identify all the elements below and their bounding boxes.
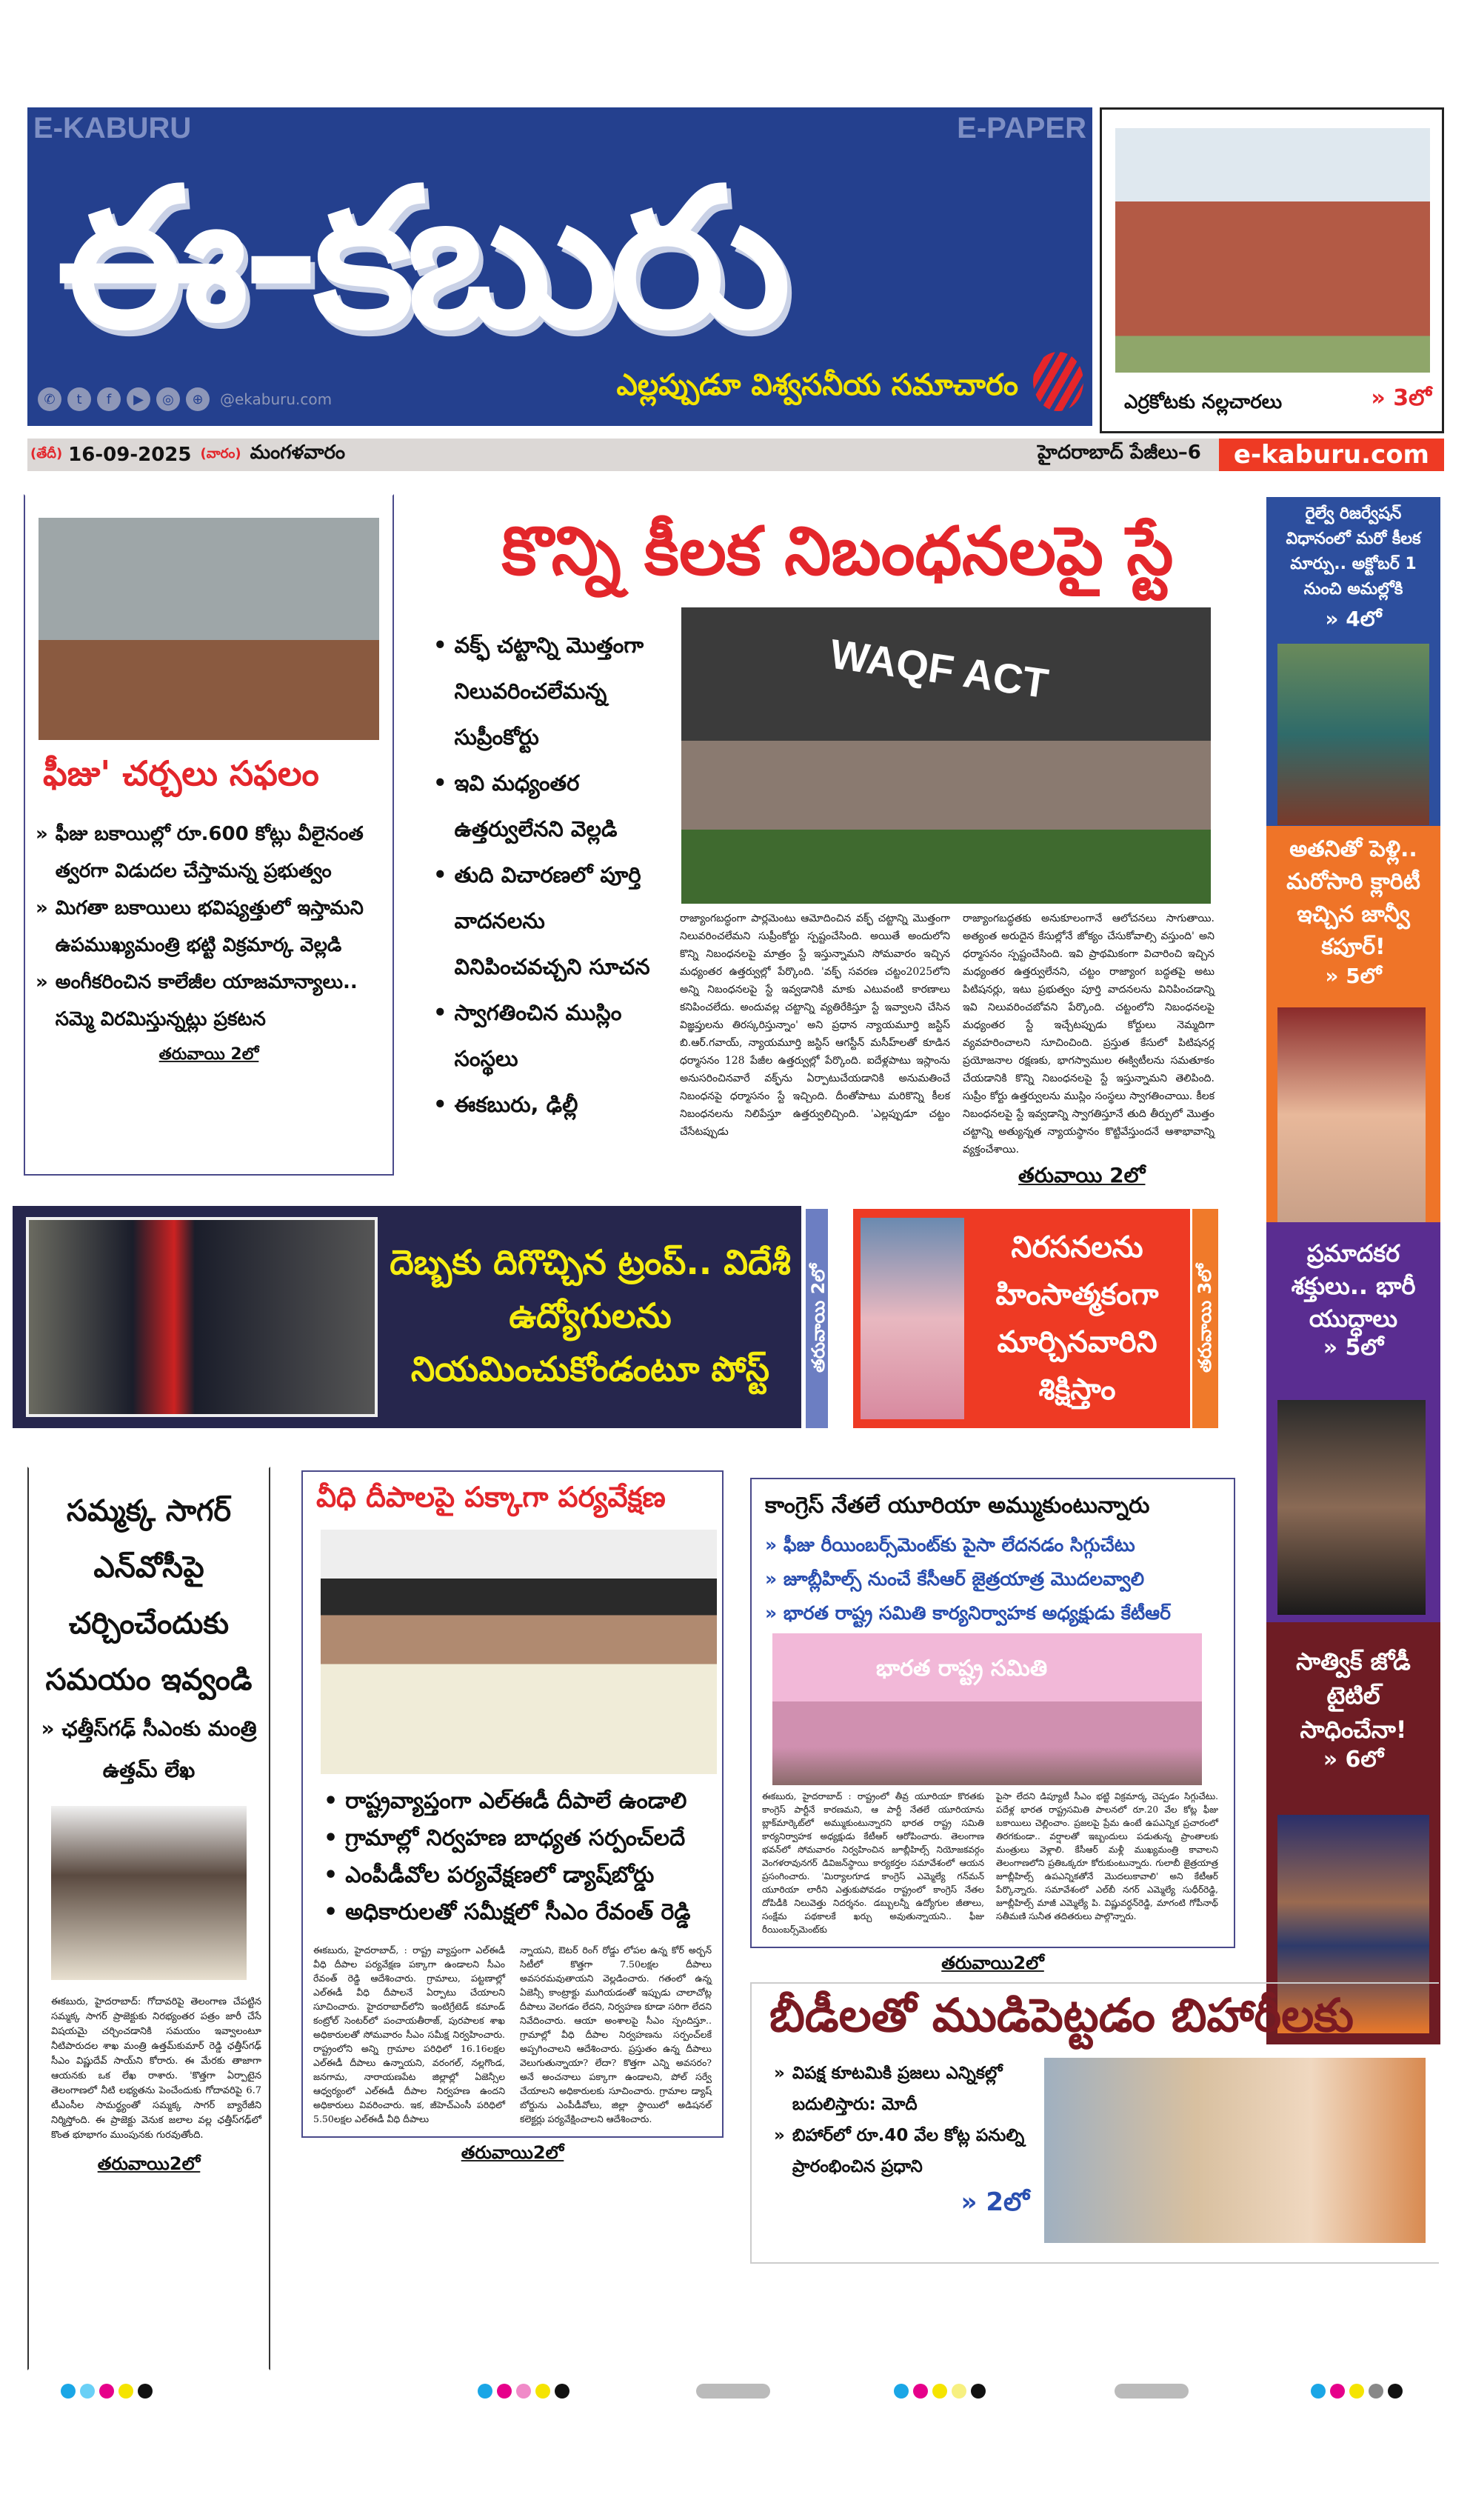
red-fort-photo: [1115, 128, 1430, 373]
waqf-headline: కొన్ని కీలక నిబంధనలపై స్టే: [501, 513, 1174, 590]
revanth-photo: [321, 1530, 717, 1774]
list-item: • రాష్ట్రవ్యాప్తంగా ఎల్ఈడీ దీపాలే ఉండాలి: [324, 1788, 687, 1814]
urea-sub: » భారత రాష్ట్ర సమితి కార్యనిర్వాహక అధ్యక్షుడు కేటీఆర్: [765, 1602, 1171, 1624]
streetlight-headline: వీధి దీపాలపై పక్కాగా పర్యవేక్షణ: [316, 1481, 666, 1513]
date-label: (తేదీ): [30, 445, 63, 461]
continued-link[interactable]: తరువాయి2లో: [941, 1953, 1044, 1973]
list-item: » బిహార్‌లో రూ.40 వేల కోట్ల పనుల్ని ప్రారంభించిన ప్రధాని: [774, 2126, 1025, 2176]
globe-logo-icon: [1033, 352, 1083, 411]
urea-body-col2: పైసా లేదని డిప్యూటీ సీఎం భట్టి విక్రమార్క చెప్పడం సిగ్గుచేటు. పదేళ్ల భారత రాష్ట్రసమితి పాలనలో రూ.20 వేల కోట్ల ఫీజు బకాయిలు చెల్లించాం. ప్రజలపై ప్రేమ ఉంటే ఉపఎన్నిక ప్రచారంలో తిరగకుండా.. వర్షాలతో ఇబ్బందులు పడుతున్న ప్రాంతాలకు మంత్రులు వెళ్లాలి. కేసీఆర్ మళ్లీ ముఖ్యమంత్రి కావాలని తెలంగాణలోని ప్రతిఒక్కరూ కోరుకుంటున్నారు. గులాబీ జైత్రయాత్ర జూబ్లీహిల్స్ ఉపఎన్నికతోనే మొదలుకావాలి' అని కేటీఆర్ పేర్కొన్నారు. సమావేశంలో ఎల్‌బీ నగర్ ఎమ్మెల్యే సుధీర్‌రెడ్డి, జూబ్లీహిల్స్ మాజీ ఎమ్మెల్యే పి. విష్ణువర్ధన్‌రెడ్డి, మాగంటి గోపీనాథ్ సతీమణి సునీత తదితరులు పాల్గొన్నారు.: [996, 1791, 1218, 1921]
list-item: » అంగీకరించిన కాలేజీల యాజమాన్యాలు.. సమ్మె విరమిస్తున్నట్లు ప్రకటన: [36, 971, 358, 1030]
waqf-bullets: [433, 622, 678, 1127]
continued-link[interactable]: తరువాయి2లో: [461, 2142, 564, 2163]
twitter-icon[interactable]: t: [67, 387, 91, 411]
social-links: [38, 387, 332, 411]
web-icon[interactable]: ⊕: [186, 387, 210, 411]
list-item: • అధికారులతో సమీక్షలో సీఎం రేవంత్ రెడ్డి: [324, 1899, 691, 1925]
protest-banner[interactable]: [853, 1209, 1190, 1428]
ktr-meeting-photo: [772, 1633, 1202, 1785]
date: 16-09-2025: [68, 444, 192, 466]
whatsapp-icon[interactable]: ✆: [38, 387, 61, 411]
sammakka-story: [27, 1467, 270, 2370]
right-lower-column: [750, 1478, 1439, 2264]
sammakka-sub: » ఛత్తీస్‌గఢ్ సీఎంకు మంత్రి ఉత్తమ్ లేఖ: [41, 1716, 257, 1782]
top-teaser[interactable]: [1100, 107, 1444, 433]
continued-link[interactable]: తరువాయి2లో: [97, 2153, 201, 2174]
city-page: హైదరాబాద్ పేజీలు–6: [1038, 441, 1201, 464]
waqf-photo: [681, 607, 1211, 904]
waqf-body-col2: రాజ్యాంగబద్ధతకు అనుకూలంగానే ఆలోచనలు సాగుతాయి. అత్యంత అరుదైన కేసుల్లోనే జోక్యం చేసుకోవాల్సి వస్తుంది' అని ధర్మాసనం స్పష్టంచేసింది. ఇవి ప్రాథమికంగా విచారించి ఇచ్చిన మధ్యంతర ఉత్తర్వులేనని, చట్టం రాజ్యాంగ బద్ధతపై అటు పిటిషనర్లు, ఇటు ప్రభుత్వం పూర్తి వాదనలను వినిపించడాన్ని ఇవి నిలువరించబోవని పేర్కొంది. చట్టంలోని నిబంధనలపై మధ్యంతర స్టే ఇచ్చేటప్పుడు కోర్టులు నెమ్మదిగా వ్యవహరించాలని సూచించింది. ప్రస్తుత కేసులో పిటిషనర్ల ప్రయోజనాల రక్షణకు, భాగస్వాముల ఈక్విటీలను సమతూకం చేయడానికి కొన్ని నిబంధనలపై స్టే ఇస్తున్నామని తెలిపింది. సుప్రీం కోర్టు ఉత్తర్వులను ముస్లిం సంస్థలు స్వాగతించాయి. కీలక నిబంధనలపై స్టే ఇవ్వడాన్ని స్వాగతిస్తూనే తుది తీర్పులో మొత్తం చట్టాన్ని అత్యున్నత న్యాయస్థానం కొట్టివేస్తుందనే ఆశాభావాన్ని వ్యక్తంచేశాయి.: [963, 913, 1215, 1156]
teaser-title: ఎర్రకోటకు నల్లచారలు: [1124, 391, 1283, 413]
site-link[interactable]: e-kaburu.com: [1219, 439, 1444, 471]
continued-link[interactable]: తరువాయి 2లో: [806, 1209, 828, 1428]
list-item: • వక్ఫ్ చట్టాన్ని మొత్తంగా నిలువరించలేమన్న సుప్రీంకోర్టు: [433, 633, 644, 750]
tagline: ఎల్లప్పుడూ విశ్వసనీయ సమాచారం: [616, 368, 1018, 402]
streetlight-column: [301, 1470, 724, 2167]
list-item: • తుది విచారణలో పూర్తి వాదనలను వినిపించవచ్చని సూచన: [433, 862, 650, 979]
day-label: (వారం): [200, 445, 241, 461]
protest-photo: [861, 1218, 964, 1419]
fee-story: [24, 494, 394, 1176]
continued-link[interactable]: తరువాయి 2లో: [1018, 1163, 1146, 1187]
list-item: • ఎంపీడీవోల పర్యవేక్షణలో డ్యాష్‌బోర్డు: [324, 1862, 655, 1888]
uttam-photo: [51, 1806, 247, 1980]
urea-story: [750, 1478, 1235, 1948]
youtube-icon[interactable]: ▶: [127, 387, 150, 411]
list-item: » మిగతా బకాయిలు భవిష్యత్తులో ఇస్తామని ఉపముఖ్యమంత్రి భట్టి విక్రమార్క వెల్లడి: [36, 897, 364, 956]
janhvi-photo: [1277, 1007, 1426, 1222]
trump-banner[interactable]: [13, 1206, 801, 1428]
date-bar: [27, 439, 1444, 471]
waqf-body: [680, 910, 1215, 1188]
teaser-page-ref[interactable]: » 3లో: [1371, 385, 1431, 411]
sidebar-item-railway[interactable]: రైల్వే రిజర్వేషన్ విధానంలో మరో కీలక మార్పు.. అక్టోబర్ 1 నుంచి అమల్లోకి » 4లో: [1266, 497, 1440, 830]
trump-headline: దెబ్బకు దిగొచ్చిన ట్రంప్.. విదేశీ ఉద్యోగులను నియమించుకోండంటూ పోస్ట్: [390, 1242, 791, 1389]
bidi-page-ref[interactable]: » 2లో: [960, 2187, 1029, 2217]
photo-banner-text: భారత రాష్ట్ర సమితి: [876, 1656, 1048, 1681]
instagram-icon[interactable]: ◎: [156, 387, 180, 411]
continued-link[interactable]: తరువాయి 2లో: [158, 1045, 259, 1064]
registration-bar: [1115, 2384, 1189, 2399]
bidi-story: [750, 1982, 1439, 2264]
sammakka-body: ఈకబురు, హైదరాబాద్: గోదావరిపై తెలంగాణ చేపట్టిన సమ్మక్క సాగర్ ప్రాజెక్టుకు నిరభ్యంతర పత్రం జారీ చేసే విషయమై చర్చించడానికి సమయం ఇవ్వాలంటూ నీటిపారుదల శాఖ మంత్రి ఉత్తమ్‌కుమార్ రెడ్డి ఛత్తీస్‌గఢ్ సీఎం విష్ణుదేవ్ సాయ్‌ని కోరారు. ఈ మేరకు తాజాగా ఆయనకు ఒక లేఖ రాశారు. 'కొత్తగా ఏర్పాటైన తెలంగాణలో నీటి లభ్యతను పెంచేందుకు గోదావరిపై 6.7 టీఎంసీల సామర్థ్యంతో సమ్మక్క సాగర్ బ్యారేజీని నిర్మిస్తోంది. ఈ ప్రాజెక్టు వెనుక జలాల వల్ల ఛత్తీస్‌గఢ్‌లో కొంత భూభాగం ముంపునకు గురవుతోంది.: [51, 1996, 261, 2141]
urea-sub: » జూబ్లీహిల్స్ నుంచే కేసీఆర్ జైత్రయాత్ర మొదలవ్వాలి: [765, 1568, 1145, 1590]
list-item: • ఇవి మధ్యంతర ఉత్తర్వులేనని వెల్లడి: [433, 770, 618, 841]
urea-headline: కాంగ్రెస్ నేతలే యూరియా అమ్ముకుంటున్నారు: [765, 1493, 1150, 1519]
bidi-headline: బీడీలతో ముడిపెట్టడం బిహారీలకు: [769, 1988, 1354, 2042]
sidebar-item-satwik[interactable]: సాత్విక్ జోడీ టైటిల్ సాధించేనా! » 6లో: [1266, 1622, 1440, 2044]
logo: ఈ-కబురు: [57, 147, 784, 371]
streetlight-body-col1: ఈకబురు, హైదరాబాద్, : రాష్ట్ర వ్యాప్తంగా ఎల్ఈడీ వీధి దీపాల పర్యవేక్షణ పక్కాగా ఉండాలని సీఎం రేవంత్ రెడ్డి ఆదేశించారు. గ్రామాలు, పట్టణాల్లో ఎల్ఈడీ వీధి దీపాలనే ఏర్పాటు చేయాలని సూచించారు. హైదరాబాద్‌లోని ఇంటిగ్రేటెడ్ కమాండ్ కంట్రోల్ సెంటర్‌లో పంచాయతీరాజ్, పురపాలక శాఖ అధికారులతో సోమవారం సీఎం సమీక్ష నిర్వహించారు. రాష్ట్రంలోని అన్ని గ్రామాల పరిధిలో 16.16లక్షల ఎల్ఈడీ దీపాలు ఉన్నాయని, వరంగల్, నల్లగొండ, జనగామ, నారాయణపేట జిల్లాల్లో ఏజెన్సీల ఆధ్వర్యంలో ఎల్ఈడీ దీపాల నిర్వహణ ఉందని అధికారులు వివరించారు. ఇక, జీహెచ్ఎంసీ పరిధిలో 5.50లక్షల ఎల్ఈడీ వీధి దీపాలు: [313, 1944, 505, 2124]
streetlight-body-col2: న్నాయని, ఔటర్ రింగ్ రోడ్డు లోపల ఉన్న కోర్ అర్బన్ సిటీలో కొత్తగా 7.50లక్షల దీపాలు అవసరమవుతాయని వెల్లడించారు. గతంలో ఉన్న ఏజెన్సీ కాంట్రాక్టు ముగియడంతో ఇప్పుడు చాలాచోట్ల దీపాలు వెలగడం లేదని, నిర్వహణ కూడా సరిగా లేదని నివేదించారు. ఆయా అంశాలపై సీఎం స్పందిస్తూ.. గ్రామాల్లో వీధి దీపాల నిర్వహణను సర్పంచ్‌లకే అప్పగించాలని ఆదేశించారు. ప్రస్తుతం ఉన్న దీపాలు వెలుగుతున్నాయా? లేదా? కొత్తగా ఎన్ని అవసరం? అనే అంచనాలు పక్కాగా ఉండాలని, పోల్ సర్వే చేయాలని అధికారులకు సూచించారు. గ్రామాల డ్యాష్ బోర్డును ఎంపీడీవోలు, జిల్లా స్థాయిలో అడిషనల్ కలెక్టర్లు పర్యవేక్షించాలని ఆదేశించారు.: [520, 1944, 712, 2124]
waqf-caption: WAQF ACT: [827, 630, 1052, 707]
modi-photo: [1044, 2058, 1426, 2243]
color-registration-marks: [61, 2384, 153, 2399]
urea-body-col1: ఈకబురు, హైదరాబాద్ : రాష్ట్రంలో తీవ్ర యూరియా కొరతకు కాంగ్రెస్ పార్టీనే కారణమని, ఆ పార్టీ నేతలే యూరియాను బ్లాక్‌మార్కెట్‌లో అమ్ముకుంటున్నారని భారత రాష్ట్ర సమితి కార్యనిర్వాహక అధ్యక్షుడు కేటీఆర్ ఆరోపించారు. తెలంగాణ భవన్‌లో సోమవారం నిర్వహించిన జూబ్లీహిల్స్ నియోజకవర్గం వెంగళరావునగర్ డివిజన్‌స్థాయి కార్యకర్తల సమావేశంలో ఆయన ప్రసంగించారు. 'మిర్యాలగూడ కాంగ్రెస్ ఎమ్మెల్యే గన్‌మన్ యూరియా లారీని ఎత్తుకుపోవడం రాష్ట్రంలో కాంగ్రెస్ నేతల దోపిడీకి నిలువెత్తు నిదర్శనం. డబ్బులన్నీ ఉద్యోగుల జీతాలు, సంక్షేమ పథకాలకే ఖర్చు అవుతున్నాయని.. ఫీజు రీయింబర్స్‌మెంట్‌కు: [762, 1791, 984, 1935]
fee-headline: ఫీజు' చర్చలు సఫలం: [43, 753, 319, 793]
waqf-body-col1: రాజ్యాంగబద్ధంగా పార్లమెంటు ఆమోదించిన వక్ఫ్ చట్టాన్ని మొత్తంగా నిలువరించలేమని సుప్రీంకోర్టు స్పష్టంచేసింది. అయితే అందులోని కొన్ని నిబంధనలపై మాత్రం స్టే ఇస్తున్నామని సోమవారం ఇచ్చిన మధ్యంతర ఉత్తర్వుల్లో పేర్కొంది. 'వక్ఫ్ సవరణ చట్టం2025లోని అన్ని నిబంధనలపై స్టే ఇవ్వడానికి మాకు ఎటువంటి కారణాలు కనిపించలేదు. అందువల్ల చట్టాన్ని వ్యతిరేకిస్తూ స్టే ఇవ్వాలని చేసిన విజ్ఞప్తులను తిరస్కరిస్తున్నాం' అని ప్రధాన న్యాయమూర్తి జస్టిస్ బి.ఆర్.గవాయ్, న్యాయమూర్తి జస్టిస్ ఆగస్టీన్ మసీహ్‌లతో కూడిన ధర్మాసనం 128 పేజీల ఉత్తర్వుల్లో పేర్కొంది. ఐదేళ్లపాటు ఇస్లాంను అనుసరించినవారే వక్ఫ్‌ను ఏర్పాటుచేయడానికి అనుమతించే నిబంధనపై ధర్మాసనం స్టే ఇచ్చింది. దీంతోపాటు మరికొన్ని కీలక నిబంధనలను నిలిపేస్తూ ఉత్తర్వులిచ్చింది. 'ఎల్లప్పుడూ చట్టం చేసేటప్పుడు: [680, 913, 950, 1138]
sidebar-item-janhvi[interactable]: అతనితో పెళ్లి.. మరోసారి క్లారిటీ ఇచ్చిన జాన్వీ కపూర్! » 5లో: [1266, 826, 1440, 1222]
social-handle[interactable]: @ekaburu.com: [220, 390, 333, 408]
continued-link[interactable]: తరువాయి 3లో: [1192, 1209, 1218, 1428]
list-item: » ఫీజు బకాయిల్లో రూ.600 కోట్లు వీలైనంత త్వరగా విడుదల చేస్తామన్న ప్రభుత్వం: [36, 823, 364, 882]
urea-sub: » ఫీజు రీయింబర్స్‌మెంట్‌కు పైసా లేదనడం సిగ్గుచేటు: [765, 1534, 1135, 1556]
list-item: • స్వాగతించిన ముస్లిం సంస్థలు: [433, 1000, 622, 1071]
protest-headline: నిరసనలను హింసాత్మకంగా మార్చినవారిని శిక్షిస్తాం: [995, 1230, 1159, 1407]
color-registration-marks: [478, 2384, 569, 2399]
sammakka-headline: సమ్మక్క సాగర్ ఎన్‌వోసీపై చర్చించేందుకు సమయం ఇవ్వండి: [45, 1494, 253, 1697]
day: మంగళవారం: [250, 441, 346, 464]
streetlight-story: [301, 1470, 724, 2138]
masthead: [27, 107, 1092, 426]
list-item: » విపక్ష కూటమికి ప్రజలు ఎన్నికల్లో బదులిస్తారు: మోదీ: [774, 2064, 1003, 2114]
facebook-icon[interactable]: f: [97, 387, 121, 411]
fee-meeting-photo: [39, 518, 379, 740]
sidebar-item-dangerous-forces[interactable]: ప్రమాదకర శక్తులు.. భారీ యుద్ధాలు » 5లో: [1266, 1222, 1440, 1622]
list-item: • గ్రామాల్లో నిర్వహణ బాధ్యత సర్పంచ్‌లదే: [324, 1825, 686, 1851]
registration-bar: [696, 2384, 770, 2399]
train-photo: [1277, 644, 1429, 825]
color-registration-marks: [1311, 2384, 1403, 2399]
color-registration-marks: [894, 2384, 986, 2399]
list-item: • ఈకబురు, ఢిల్లీ: [433, 1092, 578, 1117]
epaper-label: E-PAPER: [957, 112, 1086, 144]
brand-english: E-KABURU: [33, 112, 192, 144]
trump-photo: [26, 1217, 378, 1417]
